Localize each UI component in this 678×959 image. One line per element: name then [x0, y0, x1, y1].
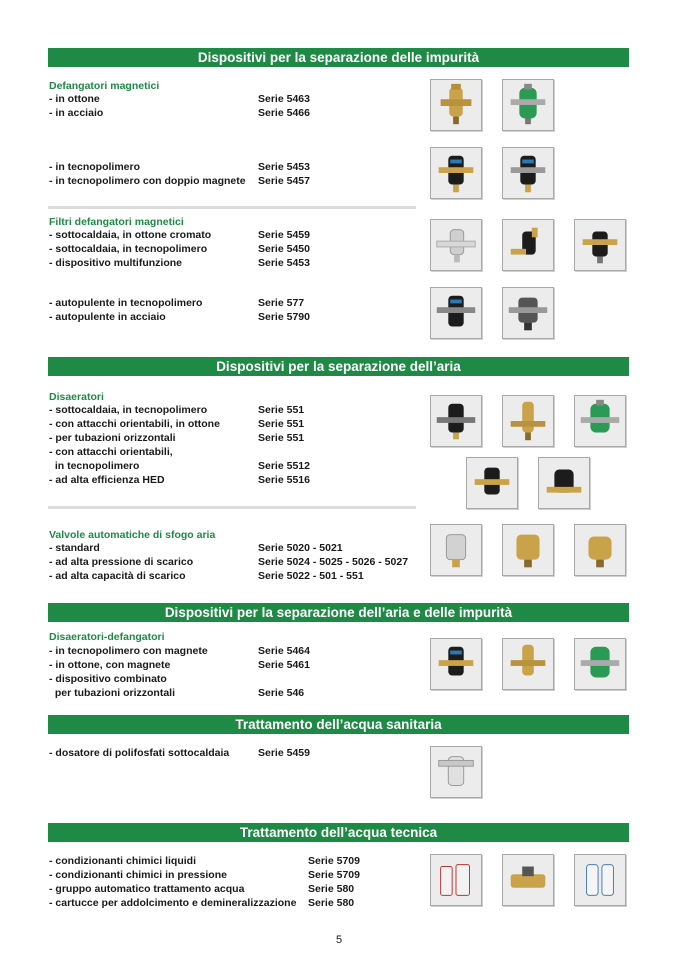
product-photo-deaerator-hed: [538, 457, 590, 509]
item-series: Serie 5709: [308, 869, 360, 881]
product-photo-selfcleaning-steel: [502, 287, 554, 339]
list-item: [49, 107, 310, 121]
category-disaeratori: Disaeratori: [49, 391, 104, 403]
list-item: [49, 418, 305, 432]
section-header-tecnica: Trattamento dell’acqua tecnica: [48, 823, 629, 842]
item-label: - cartucce per addolcimento e demineralizzazione: [49, 897, 297, 909]
list-item: [49, 460, 310, 474]
list-item: [49, 93, 310, 107]
item-label: - autopulente in tecnopolimero: [49, 297, 203, 309]
product-photo-polymer-separator: [430, 147, 482, 199]
product-photo-cartridges: [574, 854, 626, 906]
product-photo-deaerator-polymer: [430, 395, 482, 447]
list-item: [49, 311, 310, 325]
item-series: Serie 5022 - 501 - 551: [258, 570, 364, 582]
product-photo-brass-separator: [430, 79, 482, 131]
item-label: - con attacchi orientabili, in ottone: [49, 418, 220, 430]
list-item: [49, 474, 310, 488]
product-photo-polyphosphate-dosing: [430, 746, 482, 798]
item-label: - in ottone, con magnete: [49, 659, 171, 671]
product-photo-deaerator-brass: [502, 395, 554, 447]
product-photo-air-vent-capacity: [574, 524, 626, 576]
item-series: Serie 551: [258, 418, 305, 430]
item-series: Serie 5459: [258, 229, 310, 241]
product-photo-polymer-separator-double: [502, 147, 554, 199]
item-series: Serie 5709: [308, 855, 360, 867]
product-photo-chemical-conditioners: [430, 854, 482, 906]
product-photo-chrome-filter: [430, 219, 482, 271]
list-item: [49, 883, 355, 897]
product-photo-deaerator-green: [574, 395, 626, 447]
page-number: 5: [335, 934, 343, 946]
list-item: [49, 673, 167, 687]
item-series: Serie 5461: [258, 659, 310, 671]
item-label: - con attacchi orientabili,: [49, 446, 173, 458]
item-series: Serie 546: [258, 687, 305, 699]
item-series: Serie 551: [258, 404, 305, 416]
item-series: Serie 5450: [258, 243, 310, 255]
item-series: Serie 5453: [258, 257, 310, 269]
item-label: - in ottone: [49, 93, 100, 105]
product-photo-multifunction: [574, 219, 626, 271]
list-item: [49, 432, 305, 446]
list-item: [49, 659, 310, 673]
list-item: [49, 570, 364, 584]
list-item: [49, 747, 310, 761]
category-disaeratori-defangatori: Disaeratori-defangatori: [49, 631, 165, 643]
item-series: Serie 5453: [258, 161, 310, 173]
item-series: Serie 5459: [258, 747, 310, 759]
item-label: - dispositivo combinato: [49, 673, 167, 685]
list-item: [49, 229, 310, 243]
item-label: - in acciaio: [49, 107, 104, 119]
list-item: [49, 404, 305, 418]
item-series: Serie 5516: [258, 474, 310, 486]
product-photo-green-separator: [502, 79, 554, 131]
item-label: in tecnopolimero: [49, 460, 140, 472]
item-label: - autopulente in acciaio: [49, 311, 166, 323]
list-item: [49, 897, 355, 911]
item-series: Serie 5464: [258, 645, 310, 657]
list-item: [49, 556, 409, 570]
product-photo-combo-green: [574, 638, 626, 690]
product-photo-air-vent-standard: [430, 524, 482, 576]
list-item: [49, 855, 360, 869]
item-series: Serie 5463: [258, 93, 310, 105]
item-series: Serie 580: [308, 897, 355, 909]
list-item: [49, 687, 305, 701]
item-label: - in tecnopolimero con doppio magnete: [49, 175, 246, 187]
item-label: - sottocaldaia, in ottone cromato: [49, 229, 212, 241]
item-label: - ad alta efficienza HED: [49, 474, 165, 486]
item-label: - in tecnopolimero con magnete: [49, 645, 208, 657]
item-series: Serie 5790: [258, 311, 310, 323]
item-label: - in tecnopolimero: [49, 161, 141, 173]
list-item: [49, 243, 310, 257]
item-label: - dosatore di polifosfati sottocaldaia: [49, 747, 230, 759]
item-label: - sottocaldaia, in tecnopolimero: [49, 243, 208, 255]
list-item: [49, 446, 173, 460]
item-series: Serie 551: [258, 432, 305, 444]
item-label: - standard: [49, 542, 100, 554]
item-label: - per tubazioni orizzontali: [49, 432, 176, 444]
list-item: [49, 161, 310, 175]
item-label: - ad alta pressione di scarico: [49, 556, 194, 568]
list-item: [49, 645, 310, 659]
item-series: Serie 5512: [258, 460, 310, 472]
product-photo-combo-brass: [502, 638, 554, 690]
item-label: per tubazioni orizzontali: [49, 687, 175, 699]
item-label: - condizionanti chimici in pressione: [49, 869, 227, 881]
divider: [48, 206, 416, 209]
item-series: Serie 577: [258, 297, 305, 309]
item-series: Serie 5020 - 5021: [258, 542, 343, 554]
category-defangatori: Defangatori magnetici: [49, 80, 160, 92]
list-item: [49, 542, 343, 556]
category-valvole: Valvole automatiche di sfogo aria: [49, 529, 216, 541]
item-label: - sottocaldaia, in tecnopolimero: [49, 404, 208, 416]
list-item: [49, 297, 305, 311]
product-photo-air-vent-pressure: [502, 524, 554, 576]
item-series: Serie 5024 - 5025 - 5026 - 5027: [258, 556, 409, 568]
item-series: Serie 5457: [258, 175, 310, 187]
item-label: - gruppo automatico trattamento acqua: [49, 883, 245, 895]
section-header-sanitaria: Trattamento dell’acqua sanitaria: [48, 715, 629, 734]
item-series: Serie 580: [308, 883, 355, 895]
product-photo-polymer-filter: [502, 219, 554, 271]
product-photo-selfcleaning-polymer: [430, 287, 482, 339]
product-photo-combo-polymer: [430, 638, 482, 690]
divider: [48, 506, 416, 509]
item-label: - condizionanti chimici liquidi: [49, 855, 196, 867]
list-item: [49, 869, 360, 883]
product-photo-treatment-unit: [502, 854, 554, 906]
item-label: - ad alta capacità di scarico: [49, 570, 186, 582]
section-header-aria-impurita: Dispositivi per la separazione dell’aria e delle impurità: [48, 603, 629, 622]
list-item: [49, 257, 310, 271]
section-header-impurita: Dispositivi per la separazione delle impurità: [48, 48, 629, 67]
item-series: Serie 5466: [258, 107, 310, 119]
item-label: - dispositivo multifunzione: [49, 257, 182, 269]
section-header-aria: Dispositivi per la separazione dell’aria: [48, 357, 629, 376]
list-item: [49, 175, 310, 189]
category-filtri: Filtri defangatori magnetici: [49, 216, 184, 228]
product-photo-deaerator-orientable: [466, 457, 518, 509]
